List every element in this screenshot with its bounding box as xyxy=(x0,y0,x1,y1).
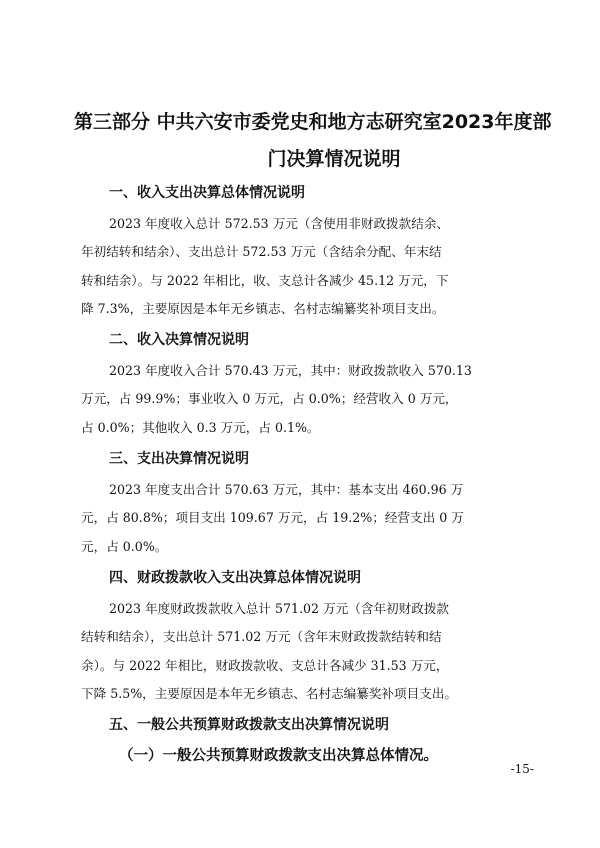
paragraph-line: 转和结余）。与 2022 年相比，收、支总计各减少 45.12 万元，下 xyxy=(81,272,449,288)
paragraph-line: 2023 年度财政拨款收入总计 571.02 万元（含年初财政拨款 xyxy=(109,600,450,616)
subsection-heading-5-1: （一）一般公共预算财政拨款支出决算总体情况。 xyxy=(119,748,438,765)
section-paragraph-4 xyxy=(81,595,521,708)
paragraph-line: 2023 年度支出合计 570.63 万元，其中：基本支出 460.96 万 xyxy=(109,482,464,498)
paragraph-line: 万元，占 99.9%；事业收入 0 万元，占 0.0%；经营收入 0 万元， xyxy=(81,391,458,407)
title-line-2: 门决算情况说明 xyxy=(267,148,401,170)
section-heading-3: 三、支出决算情况说明 xyxy=(109,451,249,468)
paragraph-line: 元，占 0.0%。 xyxy=(81,538,168,554)
paragraph-line: 余）。与 2022 年相比，财政拨款收、支总计各减少 31.53 万元， xyxy=(81,657,449,673)
section-heading-4: 四、财政拨款收入支出决算总体情况说明 xyxy=(109,569,361,586)
paragraph-line: 降 7.3%，主要原因是本年无乡镇志、名村志编纂奖补项目支出。 xyxy=(81,300,445,316)
paragraph-line: 元，占 80.8%；项目支出 109.67 万元，占 19.2%；经营支出 0 万 xyxy=(81,510,464,526)
paragraph-line: 年初结转和结余）、支出总计 572.53 万元（含结余分配、年末结 xyxy=(81,244,442,260)
paragraph-line: 2023 年度收入合计 570.43 万元，其中：财政拨款收入 570.13 xyxy=(109,363,472,379)
title-line-1: 第三部分 中共六安市委党史和地方志研究室2023年度部 xyxy=(74,111,552,133)
document-body xyxy=(81,179,521,773)
section-heading-5: 五、一般公共预算财政拨款支出决算情况说明 xyxy=(109,717,389,734)
paragraph-line: 下降 5.5%，主要原因是本年无乡镇志、名村志编纂奖补项目支出。 xyxy=(81,685,458,701)
section-paragraph-3 xyxy=(81,476,521,561)
paragraph-line: 2023 年度收入总计 572.53 万元（含使用非财政拨款结余、 xyxy=(109,216,450,231)
paragraph-line: 结转和结余），支出总计 571.02 万元（含年末财政拨款结转和结 xyxy=(81,629,442,645)
section-heading-1: 一、收入支出决算总体情况说明 xyxy=(109,185,305,201)
section-paragraph-2 xyxy=(81,357,521,442)
section-heading-2: 二、收入决算情况说明 xyxy=(109,332,249,349)
page-title xyxy=(74,104,552,178)
page-number: -15- xyxy=(510,762,534,776)
section-paragraph-1 xyxy=(81,210,521,323)
paragraph-line: 占 0.0%；其他收入 0.3 万元，占 0.1%。 xyxy=(81,419,320,435)
